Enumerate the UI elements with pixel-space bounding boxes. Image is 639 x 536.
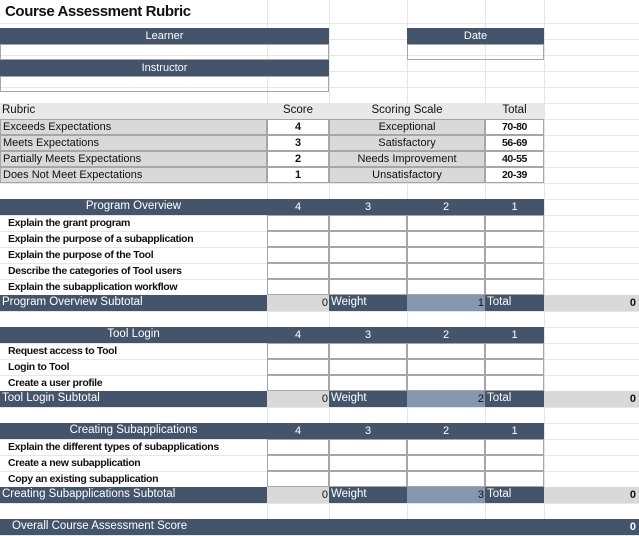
score-header: Score xyxy=(267,103,329,119)
rubric-row-total: 20-39 xyxy=(485,167,544,183)
score-column-header: 1 xyxy=(485,199,544,215)
grid-row-line xyxy=(0,311,639,312)
score-column-header: 4 xyxy=(267,423,329,439)
score-input-cell[interactable] xyxy=(329,263,407,279)
scoring-scale-header: Scoring Scale xyxy=(329,103,485,119)
score-input-cell[interactable] xyxy=(267,247,329,263)
score-input-cell[interactable] xyxy=(407,359,485,375)
grid-row-line xyxy=(0,407,639,408)
score-column-header: 2 xyxy=(407,199,485,215)
score-input-cell[interactable] xyxy=(407,231,485,247)
score-input-cell[interactable] xyxy=(267,215,329,231)
rubric-header: Rubric xyxy=(0,103,267,119)
criteria-item: Explain the grant program xyxy=(8,216,130,229)
criteria-item: Request access to Tool xyxy=(8,344,117,357)
rubric-row-label: Does Not Meet Expectations xyxy=(0,167,267,183)
instructor-input[interactable] xyxy=(0,76,329,92)
section-total-label: Total xyxy=(485,391,544,407)
grid-row-line xyxy=(0,183,639,184)
section-subtotal-label: Tool Login Subtotal xyxy=(0,391,267,407)
criteria-item: Explain the subapplication workflow xyxy=(8,280,178,293)
score-input-cell[interactable] xyxy=(329,455,407,471)
grid-row-line xyxy=(0,503,639,504)
section-header-creating-subapplications: Creating Subapplications xyxy=(0,423,267,439)
total-header: Total xyxy=(485,103,544,119)
section-subtotal-value: 0 xyxy=(267,391,329,407)
score-input-cell[interactable] xyxy=(267,359,329,375)
rubric-row-total: 56-69 xyxy=(485,135,544,151)
score-input-cell[interactable] xyxy=(485,375,544,391)
weight-label: Weight xyxy=(329,295,407,311)
score-column-header: 3 xyxy=(329,327,407,343)
score-input-cell[interactable] xyxy=(329,439,407,455)
date-input[interactable] xyxy=(407,44,544,60)
section-total-label: Total xyxy=(485,295,544,311)
score-input-cell[interactable] xyxy=(407,263,485,279)
score-input-cell[interactable] xyxy=(329,215,407,231)
score-input-cell[interactable] xyxy=(485,247,544,263)
score-input-cell[interactable] xyxy=(407,215,485,231)
weight-label: Weight xyxy=(329,487,407,503)
rubric-row-scale: Exceptional xyxy=(329,119,485,135)
grid-row-line xyxy=(0,23,639,24)
weight-value[interactable]: 2 xyxy=(407,391,485,407)
score-input-cell[interactable] xyxy=(267,439,329,455)
score-input-cell[interactable] xyxy=(485,231,544,247)
score-column-header: 2 xyxy=(407,327,485,343)
score-input-cell[interactable] xyxy=(329,343,407,359)
score-input-cell[interactable] xyxy=(485,455,544,471)
score-input-cell[interactable] xyxy=(329,375,407,391)
score-input-cell[interactable] xyxy=(485,439,544,455)
score-column-header: 4 xyxy=(267,327,329,343)
score-input-cell[interactable] xyxy=(485,471,544,487)
instructor-label: Instructor xyxy=(0,60,329,76)
score-input-cell[interactable] xyxy=(267,471,329,487)
score-column-header: 2 xyxy=(407,423,485,439)
rubric-row-scale: Satisfactory xyxy=(329,135,485,151)
score-input-cell[interactable] xyxy=(485,279,544,295)
rubric-row-score: 4 xyxy=(267,119,329,135)
score-input-cell[interactable] xyxy=(267,279,329,295)
score-input-cell[interactable] xyxy=(329,471,407,487)
rubric-row-label: Exceeds Expectations xyxy=(0,119,267,135)
score-input-cell[interactable] xyxy=(485,359,544,375)
rubric-row-label: Partially Meets Expectations xyxy=(0,151,267,167)
score-input-cell[interactable] xyxy=(329,359,407,375)
score-input-cell[interactable] xyxy=(485,263,544,279)
section-subtotal-label: Program Overview Subtotal xyxy=(0,295,267,311)
criteria-item: Login to Tool xyxy=(8,360,70,373)
score-column-header: 1 xyxy=(485,327,544,343)
score-input-cell[interactable] xyxy=(329,247,407,263)
rubric-row-total: 40-55 xyxy=(485,151,544,167)
score-input-cell[interactable] xyxy=(267,455,329,471)
score-input-cell[interactable] xyxy=(407,455,485,471)
rubric-row-score: 2 xyxy=(267,151,329,167)
criteria-item: Explain the purpose of the Tool xyxy=(8,248,154,261)
page-title: Course Assessment Rubric xyxy=(5,2,191,20)
section-subtotal-label: Creating Subapplications Subtotal xyxy=(0,487,267,503)
criteria-item: Explain the purpose of a subapplication xyxy=(8,232,194,245)
score-column-header: 3 xyxy=(329,199,407,215)
score-column-header: 3 xyxy=(329,423,407,439)
weight-value[interactable]: 3 xyxy=(407,487,485,503)
section-total-value: 0 xyxy=(544,391,639,407)
section-subtotal-value: 0 xyxy=(267,295,329,311)
learner-label: Learner xyxy=(0,28,329,44)
section-subtotal-value: 0 xyxy=(267,487,329,503)
score-input-cell[interactable] xyxy=(267,375,329,391)
criteria-item: Describe the categories of Tool users xyxy=(8,264,182,277)
date-label: Date xyxy=(407,28,544,44)
criteria-item: Create a user profile xyxy=(8,376,103,389)
score-input-cell[interactable] xyxy=(267,343,329,359)
score-column-header: 1 xyxy=(485,423,544,439)
score-input-cell[interactable] xyxy=(407,279,485,295)
rubric-row-scale: Unsatisfactory xyxy=(329,167,485,183)
score-input-cell[interactable] xyxy=(485,215,544,231)
section-total-label: Total xyxy=(485,487,544,503)
criteria-item: Explain the different types of subapplications xyxy=(8,440,219,453)
criteria-item: Copy an existing subapplication xyxy=(8,472,159,485)
score-input-cell[interactable] xyxy=(329,231,407,247)
score-input-cell[interactable] xyxy=(267,231,329,247)
rubric-row-score: 3 xyxy=(267,135,329,151)
score-input-cell[interactable] xyxy=(329,279,407,295)
rubric-row-label: Meets Expectations xyxy=(0,135,267,151)
score-input-cell[interactable] xyxy=(407,375,485,391)
section-total-value: 0 xyxy=(544,487,639,503)
section-header-tool-login: Tool Login xyxy=(0,327,267,343)
score-input-cell[interactable] xyxy=(407,343,485,359)
section-total-value: 0 xyxy=(544,295,639,311)
overall-score-label: Overall Course Assessment Score xyxy=(12,520,188,533)
score-input-cell[interactable] xyxy=(407,439,485,455)
score-input-cell[interactable] xyxy=(407,247,485,263)
criteria-item: Create a new subapplication xyxy=(8,456,141,469)
score-input-cell[interactable] xyxy=(407,471,485,487)
rubric-row-scale: Needs Improvement xyxy=(329,151,485,167)
rubric-row-total: 70-80 xyxy=(485,119,544,135)
weight-value[interactable]: 1 xyxy=(407,295,485,311)
weight-label: Weight xyxy=(329,391,407,407)
learner-input[interactable] xyxy=(0,44,329,60)
score-input-cell[interactable] xyxy=(267,263,329,279)
score-column-header: 4 xyxy=(267,199,329,215)
overall-score-value: 0 xyxy=(629,520,636,533)
score-input-cell[interactable] xyxy=(485,343,544,359)
section-header-program-overview: Program Overview xyxy=(0,199,267,215)
rubric-row-score: 1 xyxy=(267,167,329,183)
